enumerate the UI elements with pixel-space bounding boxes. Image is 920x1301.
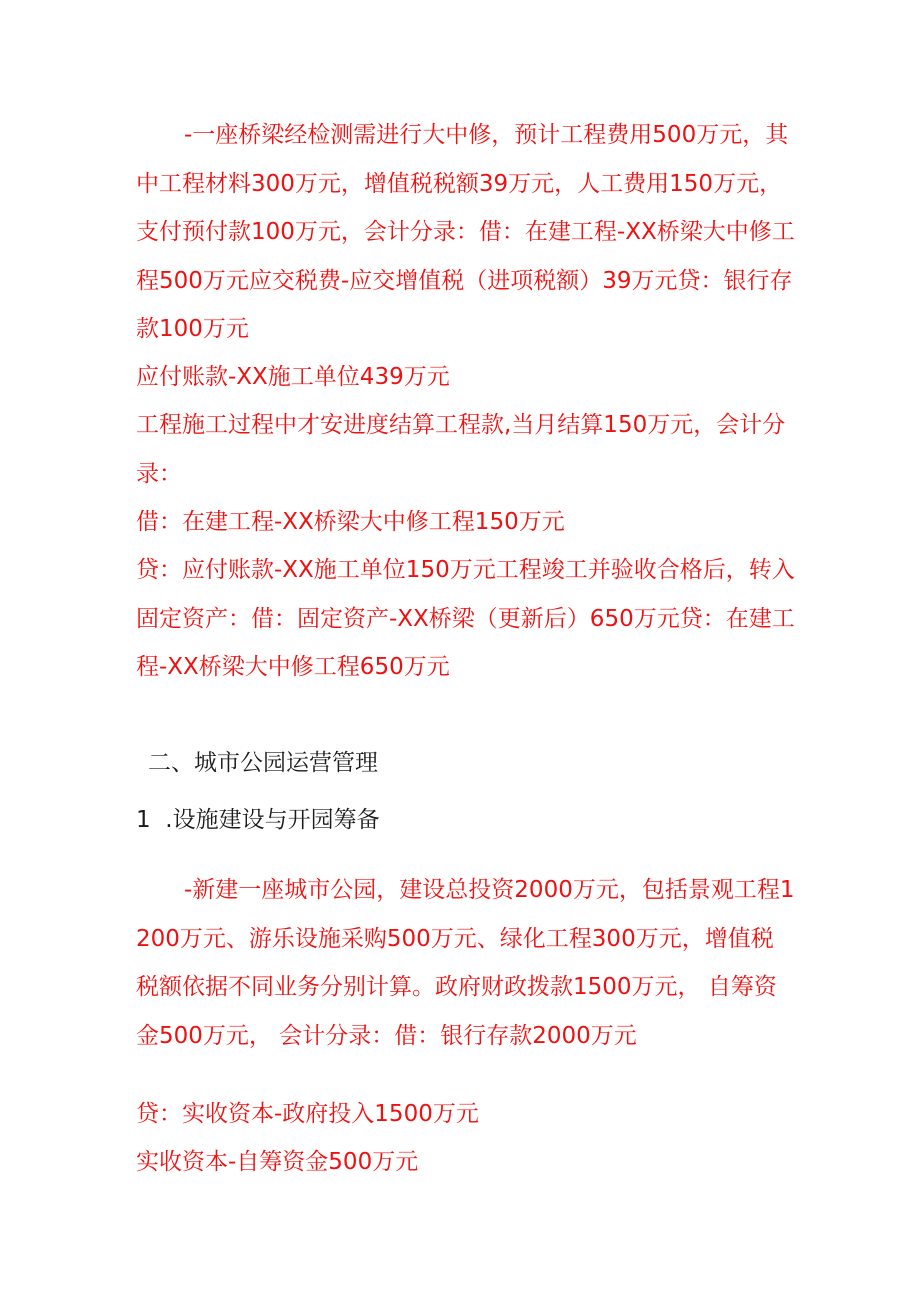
debit-construction-line: 借：在建工程-XX桥梁大中修工程150万元 [136, 509, 565, 535]
subsection-heading: 1 .设施建设与开园筹备 [136, 807, 380, 833]
credit-paid-in-capital-line: 贷：实收资本-政府投入1500万元 [136, 1101, 479, 1127]
bridge-repair-paragraph: -一座桥梁经检测需进行大中修，预计工程费用500万元，其中工程材料300万元，增值税税额39万元，人工费用150万元，支付预付款100万元，会计分录：借：在建工程-XX桥梁大中修工程500万元应交税费-应交增值税（进项税额）39万元贷：银行存款100万元 [136, 122, 795, 342]
park-construction-paragraph: -新建一座城市公园，建设总投资2000万元，包括景观工程1200万元、游乐设施采购500万元、绿化工程300万元，增值税税额依据不同业务分别计算。政府财政拨款1500万元， 自筹资金500万元， 会计分录：借：银行存款2000万元 [136, 877, 795, 1049]
accounts-payable-line: 应付账款-XX施工单位439万元 [136, 364, 450, 390]
progress-settlement-paragraph: 工程施工过程中才安进度结算工程款,当月结算150万元，会计分录： [136, 412, 786, 487]
self-raised-capital-line: 实收资本-自筹资金500万元 [136, 1149, 419, 1175]
section-heading: 二、城市公园运营管理 [148, 750, 378, 776]
fixed-asset-transfer-paragraph: 贷：应付账款-XX施工单位150万元工程竣工并验收合格后，转入固定资产：借：固定资产-XX桥梁（更新后）650万元贷：在建工程-XX桥梁大中修工程650万元 [136, 557, 795, 680]
